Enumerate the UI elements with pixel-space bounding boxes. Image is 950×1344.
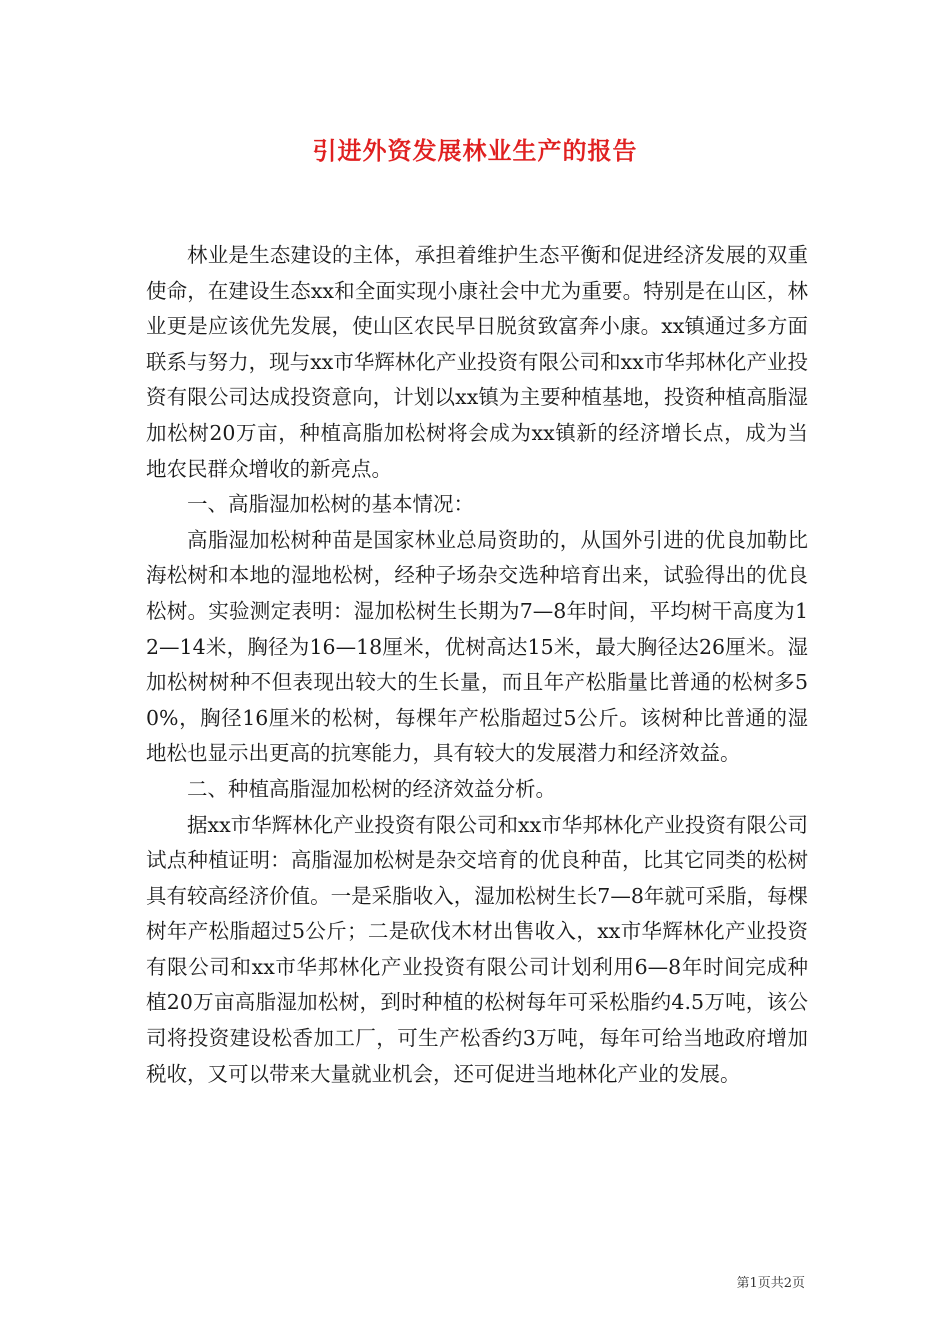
document-body bbox=[146, 238, 808, 1092]
section-1-paragraph: 高脂湿加松树种苗是国家林业总局资助的，从国外引进的优良加勒比海松树和本地的湿地松树，经种子场杂交选种培育出来，试验得出的优良松树。实验测定表明：湿加松树生长期为7—8年时间，平均树干高度为12—14米，胸径为16—18厘米，优树高达15米，最大胸径达26厘米。湿加松树树种不但表现出较大的生长量，而且年产松脂量比普通的松树多50%，胸径16厘米的松树，每棵年产松脂超过5公斤。该树种比普通的湿地松也显示出更高的抗寒能力，具有较大的发展潜力和经济效益。 bbox=[146, 527, 808, 766]
page-number: 第1页共2页 bbox=[736, 1276, 805, 1291]
section-2-paragraph: 据xx市华辉林化产业投资有限公司和xx市华邦林化产业投资有限公司试点种植证明：高脂湿加松树是杂交培育的优良种苗，比其它同类的松树具有较高经济价值。一是采脂收入，湿加松树生长7—8年就可采脂，每棵树年产松脂超过5公斤；二是砍伐木材出售收入，xx市华辉林化产业投资有限公司和xx市华邦林化产业投资有限公司计划利用6—8年时间完成种植20万亩高脂湿加松树，到时种植的松树每年可采松脂约4.5万吨，该公司将投资建设松香加工厂，可生产松香约3万吨，每年可给当地政府增加税收，又可以带来大量就业机会，还可促进当地林化产业的发展。 bbox=[146, 812, 808, 1086]
intro-paragraph: 林业是生态建设的主体，承担着维护生态平衡和促进经济发展的双重使命，在建设生态xx和全面实现小康社会中尤为重要。特别是在山区，林业更是应该优先发展，使山区农民早日脱贫致富奔小康。xx镇通过多方面联系与努力，现与xx市华辉林化产业投资有限公司和xx市华邦林化产业投资有限公司达成投资意向，计划以xx镇为主要种植基地，投资种植高脂湿加松树20万亩，种植高脂加松树将会成为xx镇新的经济增长点，成为当地农民群众增收的新亮点。 bbox=[146, 243, 808, 481]
document-title: 引进外资发展林业生产的报告 bbox=[312, 136, 638, 165]
section-heading-2: 二、种植高脂湿加松树的经济效益分析。 bbox=[187, 776, 556, 801]
section-heading-1: 一、高脂湿加松树的基本情况： bbox=[187, 492, 474, 517]
